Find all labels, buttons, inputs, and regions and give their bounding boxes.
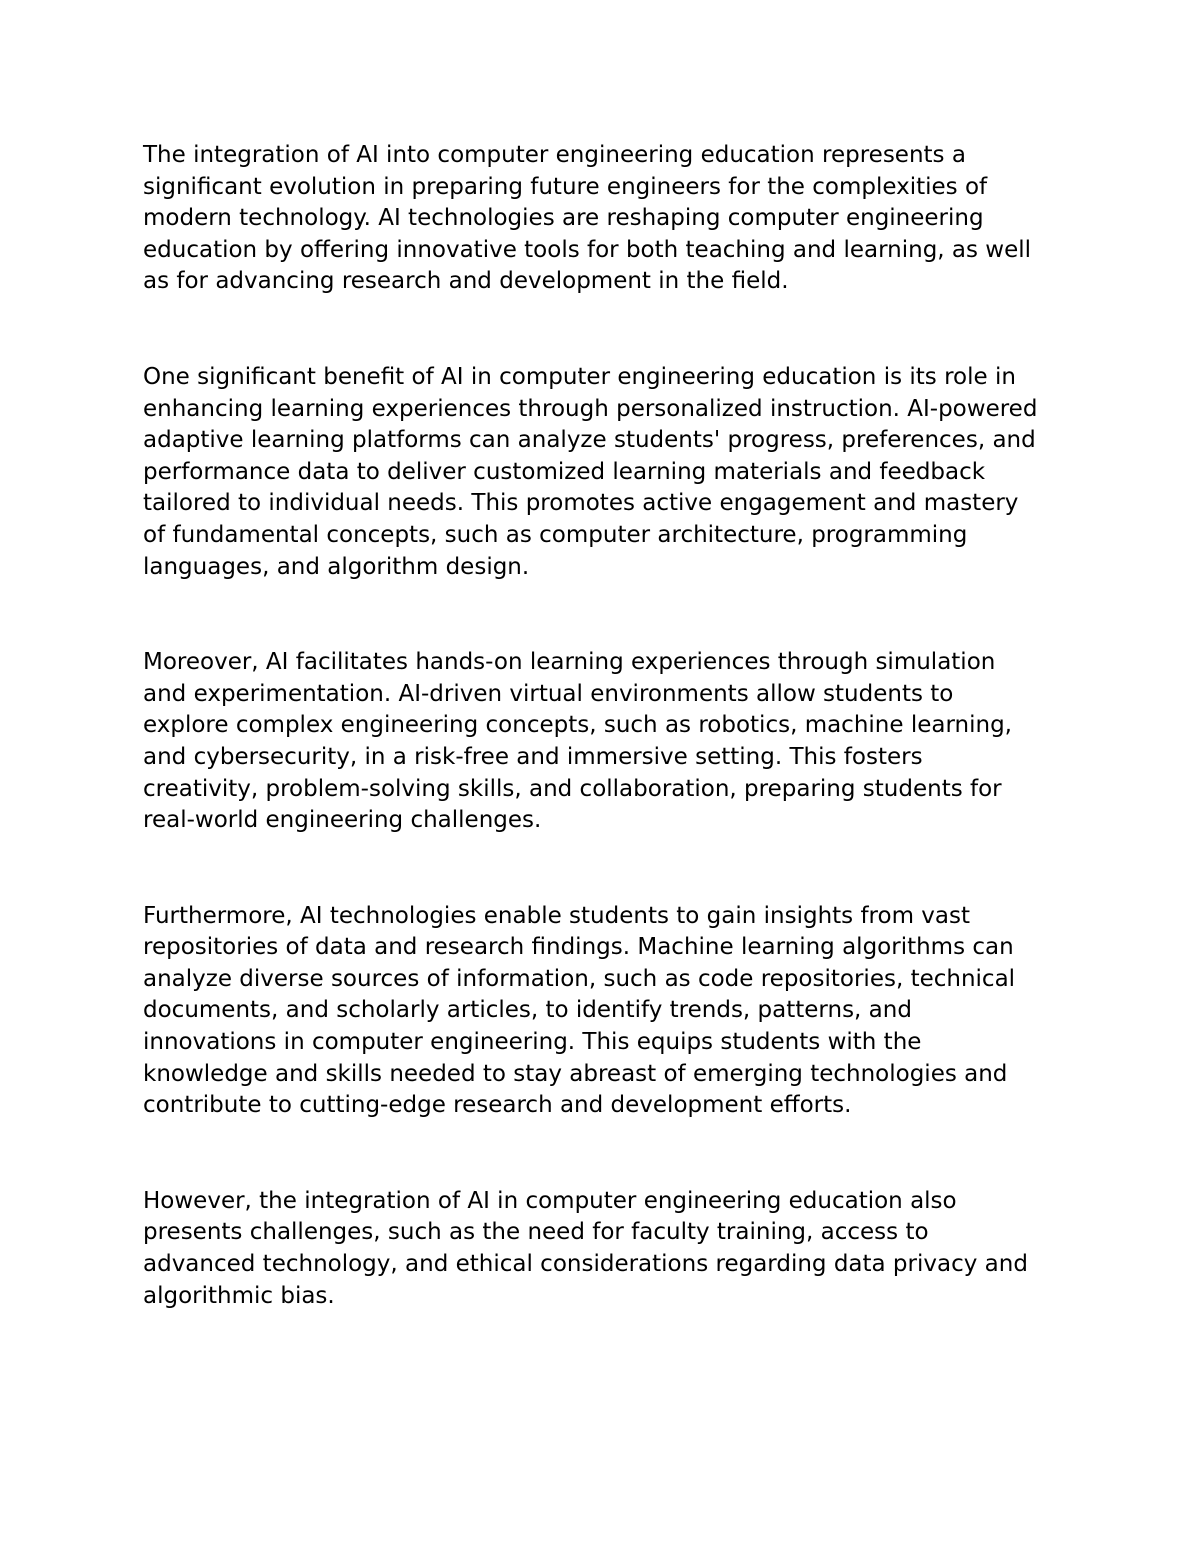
paragraph-2	[143, 362, 1063, 583]
paragraph-3	[143, 647, 1063, 837]
text-line: explore complex engineering concepts, such as robotics, machine learning,	[143, 712, 1012, 739]
text-line: as for advancing research and development in the field.	[143, 268, 789, 295]
paragraph-5	[143, 1186, 1063, 1312]
paragraph-4	[143, 901, 1063, 1122]
text-line: contribute to cutting-edge research and development efforts.	[143, 1092, 852, 1119]
text-line: analyze diverse sources of information, such as code repositories, technical	[143, 965, 1016, 992]
text-line: of fundamental concepts, such as computer architecture, programming	[143, 521, 968, 548]
text-line: performance data to deliver customized learning materials and feedback	[143, 458, 986, 485]
text-line: innovations in computer engineering. This equips students with the	[143, 1029, 922, 1056]
text-line: education by offering innovative tools for both teaching and learning, as well	[143, 236, 1032, 263]
text-line: creativity, problem-solving skills, and collaboration, preparing students for	[143, 775, 1002, 802]
text-line: tailored to individual needs. This promotes active engagement and mastery	[143, 490, 1019, 517]
text-line: and cybersecurity, in a risk-free and immersive setting. This fosters	[143, 743, 923, 770]
text-line: repositories of data and research findings. Machine learning algorithms can	[143, 934, 1014, 961]
text-line: Moreover, AI facilitates hands-on learning experiences through simulation	[143, 649, 996, 676]
text-line: algorithmic bias.	[143, 1282, 335, 1309]
text-line: enhancing learning experiences through personalized instruction. AI-powered	[143, 395, 1038, 422]
paragraph-1	[143, 140, 1063, 298]
text-line: and experimentation. AI-driven virtual environments allow students to	[143, 680, 954, 707]
text-line: languages, and algorithm design.	[143, 553, 530, 580]
text-line: documents, and scholarly articles, to identify trends, patterns, and	[143, 997, 912, 1024]
text-line: significant evolution in preparing future engineers for the complexities of	[143, 173, 988, 200]
text-line: modern technology. AI technologies are reshaping computer engineering	[143, 205, 984, 232]
text-line: However, the integration of AI in computer engineering education also	[143, 1187, 957, 1214]
text-line: The integration of AI into computer engineering education represents a	[143, 142, 966, 168]
text-line: adaptive learning platforms can analyze students' progress, preferences, and	[143, 427, 1036, 454]
text-line: advanced technology, and ethical considerations regarding data privacy and	[143, 1251, 1028, 1278]
text-line: One significant benefit of AI in computer engineering education is its role in	[143, 363, 1016, 390]
text-line: knowledge and skills needed to stay abreast of emerging technologies and	[143, 1060, 1008, 1087]
text-line: presents challenges, such as the need for faculty training, access to	[143, 1219, 929, 1246]
text-line: real-world engineering challenges.	[143, 807, 542, 834]
document-body	[143, 140, 1063, 1376]
text-line: Furthermore, AI technologies enable students to gain insights from vast	[143, 902, 971, 929]
